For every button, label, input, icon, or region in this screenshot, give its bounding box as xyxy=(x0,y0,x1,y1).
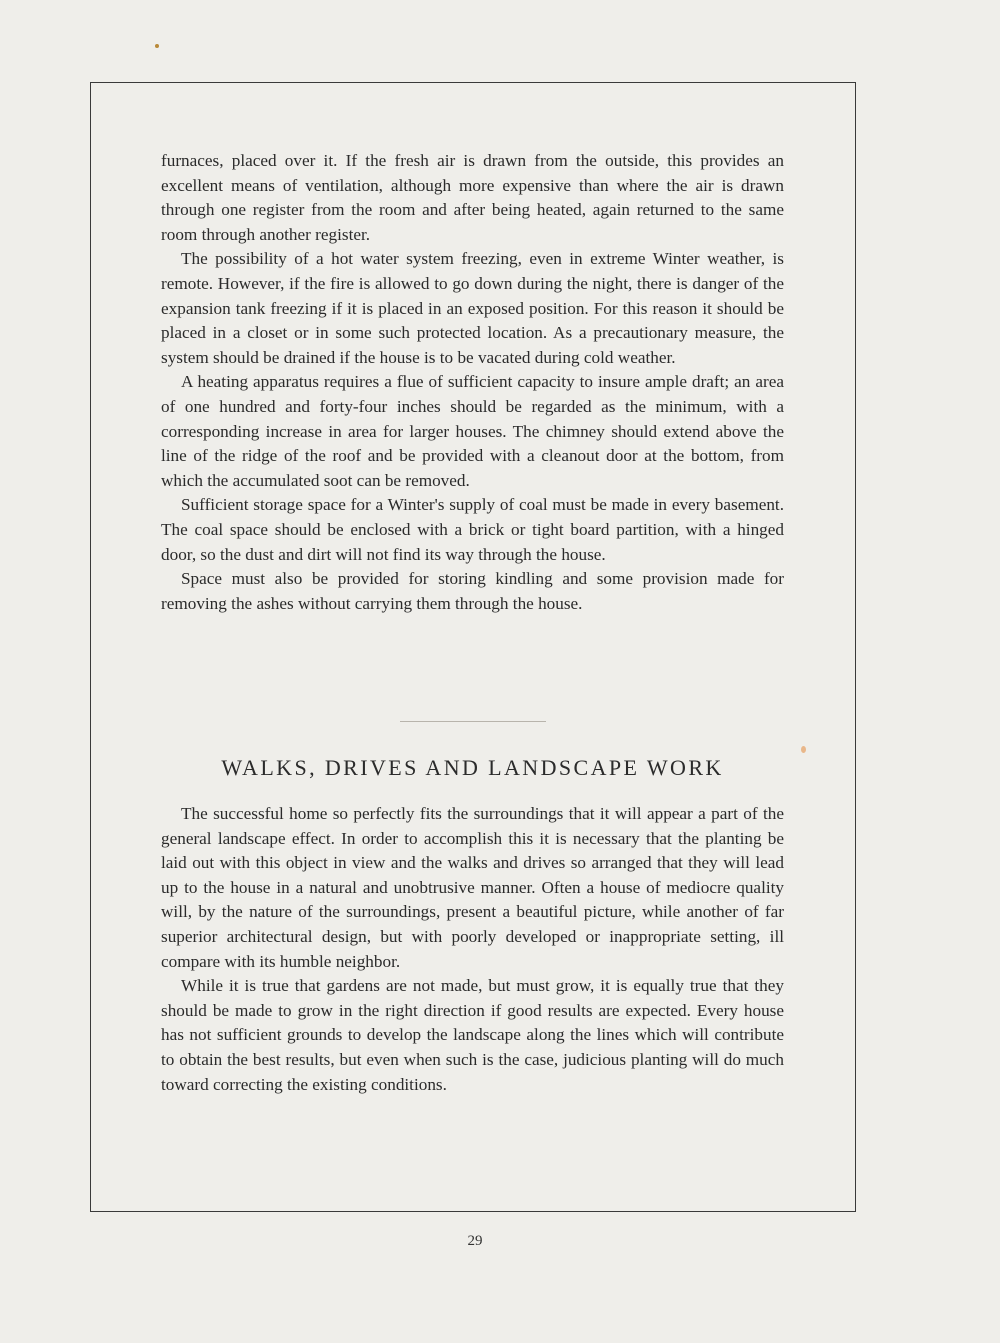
paragraph: furnaces, placed over it. If the fresh air is drawn from the outside, this provides an excellent means of ventilation, although more expensive than where the air is drawn through one register from the room and after being heated, again returned to the same room through another register. xyxy=(161,151,784,244)
paper-speck xyxy=(801,746,806,753)
section-divider-rule xyxy=(400,721,546,722)
section-landscape-text xyxy=(161,802,784,1097)
paragraph: A heating apparatus requires a flue of sufficient capacity to insure ample draft; an area of one hundred and forty-four inches should be regarded as the minimum, with a corresponding increase in area for larger houses. The chimney should extend above the line of the ridge of the roof and be provided with a cleanout door at the bottom, from which the accumulated soot can be removed. xyxy=(161,372,784,490)
paragraph: The successful home so perfectly fits the surroundings that it will appear a part of the general landscape effect. In order to accomplish this it is necessary that the planting be laid out with this object in view and the walks and drives so arranged that they will lead up to the house in a natural and unobtrusive manner. Often a house of mediocre quality will, by the nature of the surroundings, present a beautiful picture, while another of far superior architectural design, but with poorly developed or inappropriate setting, ill compare with its humble neighbor. xyxy=(161,804,784,971)
section-heating-text xyxy=(161,149,784,616)
page-number: 29 xyxy=(467,1233,483,1249)
paragraph: Sufficient storage space for a Winter's supply of coal must be made in every basement. The coal space should be enclosed with a brick or tight board partition, with a hinged door, so the dust and dirt will not find its way through the house. xyxy=(161,495,784,564)
section-heading: WALKS, DRIVES AND LANDSCAPE WORK xyxy=(221,755,724,780)
paragraph: The possibility of a hot water system freezing, even in extreme Winter weather, is remote. However, if the fire is allowed to go down during the night, there is danger of the expansion tank freezing if it is placed in an exposed position. For this reason it should be placed in a closet or in some such protected location. As a precautionary measure, the system should be drained if the house is to be vacated during cold weather. xyxy=(161,249,784,367)
paper-speck xyxy=(155,44,159,48)
paragraph: While it is true that gardens are not made, but must grow, it is equally true that they should be made to grow in the right direction if good results are expected. Every house has not sufficient grounds to develop the landscape along the lines which will contribute to obtain the best results, but even when such is the case, judicious planting will do much toward correcting the existing conditions. xyxy=(161,976,784,1094)
paragraph: Space must also be provided for storing kindling and some provision made for removing the ashes without carrying them through the house. xyxy=(161,569,784,613)
